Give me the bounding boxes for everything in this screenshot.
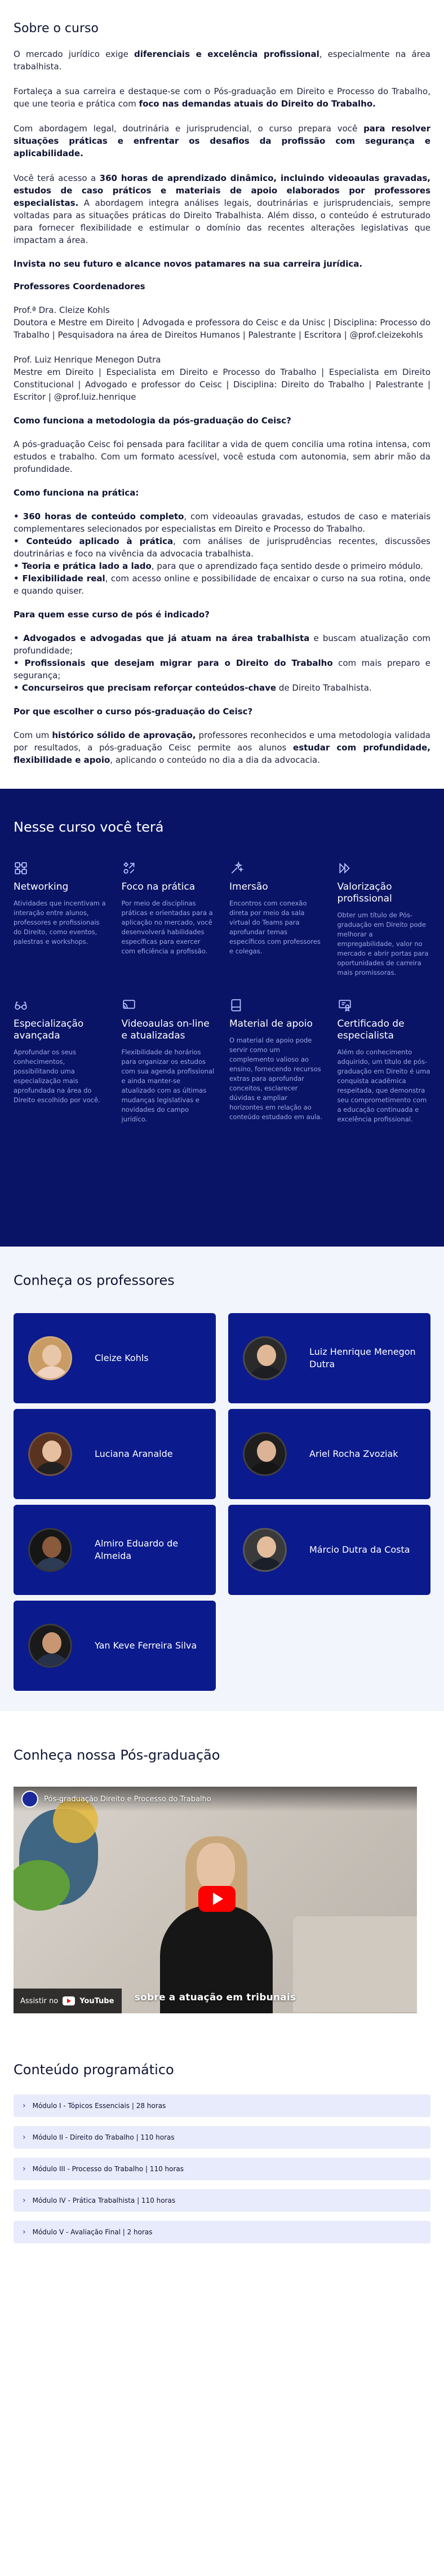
avatar-torso: [248, 1462, 285, 1476]
features-title: Nesse curso você terá: [14, 819, 164, 835]
feature-title: Networking: [14, 881, 69, 892]
feature-title: Imersão: [229, 881, 268, 892]
feature-title: Foco na prática: [121, 881, 196, 892]
method-heading: Como funciona a metodologia da pós-graduação do Ceisc?: [14, 416, 291, 426]
chevron-right-icon: ›: [23, 2133, 26, 2142]
coordinators-heading: Professores Coordenadores: [14, 281, 145, 291]
list-item: • 360 horas de conteúdo completo, com videoaulas gravadas, estudos de caso e materiais complementares selecionados por especialistas em Direito e Processo do Trabalho.: [14, 510, 430, 535]
list-item: • Profissionais que desejam migrar para o Direito do Trabalho com mais preparo e segurança;: [14, 657, 430, 682]
certificate-icon: [338, 998, 354, 1015]
chevron-right-icon: ›: [23, 2228, 26, 2237]
professor-name: Luciana Aranalde: [95, 1448, 173, 1459]
feature-desc: Obter um título de Pós-graduação em Direito pode melhorar a empregabilidade, valor no mercado e abrir portas para oportunidades de carreira mais promissoras.: [337, 911, 429, 977]
coordinator-1-name: Prof.ª Dra. Cleize Kohls: [14, 305, 110, 315]
channel-avatar[interactable]: [21, 1791, 38, 1808]
list-item: • Advogados e advogadas que já atuam na área trabalhista e buscam atualização com profundidade;: [14, 632, 430, 657]
module-accordion-2[interactable]: [14, 2126, 430, 2149]
list-item: • Flexibilidade real, com acesso online e possibilidade de encaixar o curso na sua rotina, onde e quando quiser.: [14, 572, 430, 597]
why-paragraph: Com um histórico sólido de aprovação, professores reconhecidos e uma metodologia validada por resultados, a pós-graduação Ceisc permite aos alunos estudar com profundidade, flexibilidade e apoio, aplicando o conteúdo no dia a dia da advocacia.: [14, 730, 430, 765]
avatar: [28, 1336, 72, 1380]
feature-desc: Encontros com conexão direta por meio da sala virtual do Teams para aprofundar temas específicos com professores e colegas.: [229, 899, 321, 955]
about-section: [0, 0, 444, 789]
chevron-right-icon: ›: [23, 2101, 26, 2110]
coordinator-1: [14, 304, 430, 341]
about-paragraph-1: O mercado jurídico exige diferenciais e excelência profissional, especialmente na área trabalhista.: [14, 49, 431, 72]
features-section: [0, 789, 444, 1247]
youtube-label: YouTube: [79, 1996, 114, 2005]
avatar-head: [257, 1441, 276, 1462]
why-heading: Por que escolher o curso pós-graduação do Ceisc?: [14, 706, 253, 717]
avatar: [28, 1624, 72, 1668]
watch-label: Assistir no: [20, 1996, 59, 2005]
professor-name: Márcio Dutra da Costa: [309, 1544, 410, 1555]
professor-name: Luiz Henrique Menegon Dutra: [309, 1346, 416, 1369]
about-paragraph-3: Com abordagem legal, doutrinária e jurisprudencial, o curso prepara você para resolver situações práticas e enfrentar os desafios da profissão com segurança e aplicabilidade.: [14, 123, 430, 158]
about-paragraph-4: Você terá acesso a 360 horas de aprendizado dinâmico, incluindo videoaulas gravadas, estudos de caso práticos e materiais de apoio elaborados por professores especialistas. A abordagem integra análises legais, doutrinárias e jurisprudenciais, sempre voltadas para as situações práticas do Direito Trabalhista. Além disso, o conteúdo é estruturado para fornecer flexibilidade e estimular o domínio das recentes alterações legislativas que impactam a área.: [14, 173, 430, 245]
professors-section: [0, 1247, 444, 1711]
audience-list: [14, 632, 430, 694]
chevron-right-icon: ›: [23, 2164, 26, 2173]
video-section: [0, 1711, 444, 2036]
module-label: Módulo V - Avaliação Final | 2 horas: [32, 2228, 153, 2236]
coordinator-2-name: Prof. Luiz Henrique Menegon Dutra: [14, 355, 161, 365]
professor-card[interactable]: [14, 1505, 216, 1595]
play-button[interactable]: [198, 1886, 236, 1912]
professor-name: Ariel Rocha Zvoziak: [309, 1448, 398, 1459]
avatar-torso: [33, 1366, 70, 1380]
feature-desc: O material de apoio pode servir como um complemento valioso ao ensino, fornecendo recursos extras para aprofundar conceitos, esclarecer dúvidas e ampliar horizontes em relação ao conteúdo estudado em aula.: [229, 1036, 322, 1121]
immersion-icon: [229, 861, 246, 878]
module-label: Módulo III - Processo do Trabalho | 110 horas: [32, 2165, 184, 2173]
avatar: [243, 1432, 287, 1476]
avatar: [28, 1432, 72, 1476]
professor-card[interactable]: [14, 1601, 216, 1691]
video-caption: sobre a atuação em tribunais: [134, 1992, 296, 2003]
feature-desc: Além do conhecimento adquirido, um título de pós-graduação em Direito é uma conquista acadêmica respeitada, que demonstra seu comprometimento com a educação continuada e excelência profissional.: [337, 1048, 430, 1123]
module-accordion-1[interactable]: [14, 2095, 430, 2117]
feature-title: Material de apoio: [229, 1018, 313, 1029]
module-accordion-4[interactable]: [14, 2189, 430, 2212]
feature-support-material: [229, 998, 323, 1124]
professor-name: Cleize Kohls: [95, 1353, 149, 1363]
feature-desc: Atividades que incentivam a interação entre alunos, professores e profissionais do Direito, como eventos, palestras e workshops.: [14, 899, 106, 945]
coordinator-2-bio: Mestre em Direito | Especialista em Direito e Processo do Trabalho | Especialista em Direito Constitucional | Advogado e professor do Ceisc | Disciplina: Direito do Trabalho | Palestrante | Escritor | @prof.luiz.henrique: [14, 367, 430, 402]
about-paragraph-2: Fortaleça a sua carreira e destaque-se com o Pós-graduação em Direito e Processo do Trabalho, que une teoria e prática com foco nas demandas atuais do Direito do Trabalho.: [14, 86, 430, 109]
avatar-torso: [33, 1558, 70, 1572]
video-header: [14, 1787, 417, 1811]
professors-grid: [14, 1313, 430, 1691]
practice-list: [14, 510, 430, 597]
invest-heading: Invista no seu futuro e alcance novos patamares na sua carreira jurídica.: [14, 259, 363, 269]
module-label: Módulo I - Tópicos Essenciais | 28 horas: [32, 2102, 166, 2110]
list-item: • Conteúdo aplicado à prática, com análises de jurisprudências recentes, discussões doutrinárias e foco na vivência da advocacia trabalhista.: [14, 535, 430, 560]
avatar-torso: [33, 1654, 70, 1668]
feature-immersion: [229, 861, 323, 978]
avatar: [243, 1528, 287, 1572]
video-section-title: Conheça nossa Pós-graduação: [14, 1747, 220, 1763]
avatar-torso: [248, 1366, 285, 1380]
professor-card[interactable]: [228, 1505, 430, 1595]
youtube-icon: [63, 1996, 75, 2005]
video-thumbnail-person: [197, 1843, 235, 1892]
network-icon: [14, 861, 30, 878]
curriculum-section: [0, 2036, 444, 2275]
avatar-head: [257, 1536, 276, 1558]
practice-icon: [122, 861, 139, 878]
feature-practice: [122, 861, 215, 978]
method-paragraph: A pós-graduação Ceisc foi pensada para facilitar a vida de quem concilia uma rotina intensa, com estudos e trabalho. Com um formato acessível, você estuda com autonomia, sem abrir mão da profundidade.: [14, 439, 430, 474]
feature-title: Certificado de especialista: [337, 1018, 405, 1041]
professors-title: Conheça os professores: [14, 1272, 175, 1288]
feature-certificate: [338, 998, 431, 1124]
avatar-torso: [248, 1558, 285, 1572]
professor-name: Almiro Eduardo de Almeida: [95, 1538, 179, 1561]
professor-card[interactable]: [14, 1313, 216, 1403]
audience-heading: Para quem esse curso de pós é indicado?: [14, 609, 210, 620]
module-accordion-3[interactable]: [14, 2158, 430, 2180]
curriculum-title: Conteúdo programático: [14, 2062, 174, 2078]
practice-heading: Como funciona na prática:: [14, 488, 139, 498]
feature-title: Videoaulas on-line e atualizadas: [121, 1018, 210, 1041]
glasses-icon: [14, 998, 30, 1015]
about-title: Sobre o curso: [14, 21, 99, 36]
valorization-icon: [338, 861, 354, 878]
avatar-head: [42, 1632, 61, 1654]
avatar-head: [257, 1345, 276, 1366]
avatar: [243, 1336, 287, 1380]
feature-desc: Por meio de disciplinas práticas e orientadas para a aplicação no mercado, você desenvolverá habilidades específicas para exercer com eficiência a profissão.: [121, 899, 213, 955]
chevron-right-icon: ›: [23, 2196, 26, 2205]
avatar-head: [42, 1536, 61, 1558]
module-label: Módulo II - Direito do Trabalho | 110 horas: [32, 2133, 175, 2141]
video-title[interactable]: Pós-graduação Direito e Processo do Trabalho: [44, 1795, 211, 1804]
features-grid: [14, 861, 430, 1124]
avatar-head: [42, 1345, 61, 1366]
feature-title: Especialização avançada: [14, 1018, 84, 1041]
coordinator-1-bio: Doutora e Mestre em Direito | Advogada e professora do Ceisc e da Unisc | Disciplina: Processo do Trabalho | Pesquisadora na área de Direitos Humanos | Palestrante | Escritora | @prof.cleizekohls: [14, 317, 430, 340]
list-item: • Teoria e prática lado a lado, para que o aprendizado faça sentido desde o primeiro módulo.: [14, 560, 430, 572]
feature-specialization: [14, 998, 107, 1124]
feature-desc: Aprofundar os seus conhecimentos, possibilitando uma especialização mais aprofundada na área do Direito escolhido por você.: [14, 1048, 100, 1104]
professor-card[interactable]: [14, 1409, 216, 1499]
avatar: [28, 1528, 72, 1572]
module-label: Módulo IV - Prática Trabalhista | 110 horas: [32, 2197, 176, 2204]
module-accordion-5[interactable]: [14, 2221, 430, 2243]
video-player[interactable]: [14, 1787, 417, 2013]
book-icon: [229, 998, 246, 1015]
list-item: • Concurseiros que precisam reforçar conteúdos-chave de Direito Trabalhista.: [14, 682, 430, 694]
professor-card[interactable]: [228, 1409, 430, 1499]
feature-valorization: [338, 861, 431, 978]
feature-title: Valorização profissional: [337, 881, 392, 904]
feature-desc: Flexibilidade de horários para organizar os estudos com sua agenda profissional e ainda manter-se atualizado com as últimas mudanças legislativas e novidades do campo jurídico.: [121, 1048, 215, 1123]
feature-networking: [14, 861, 107, 978]
professor-name: Yan Keve Ferreira Silva: [95, 1640, 197, 1651]
coordinator-2: [14, 354, 430, 403]
professor-card[interactable]: [228, 1313, 430, 1403]
video-icon: [122, 998, 139, 1015]
feature-videoclasses: [122, 998, 215, 1124]
watch-on-youtube-button[interactable]: [14, 1989, 122, 2013]
avatar-head: [42, 1441, 61, 1462]
avatar-torso: [33, 1462, 70, 1476]
